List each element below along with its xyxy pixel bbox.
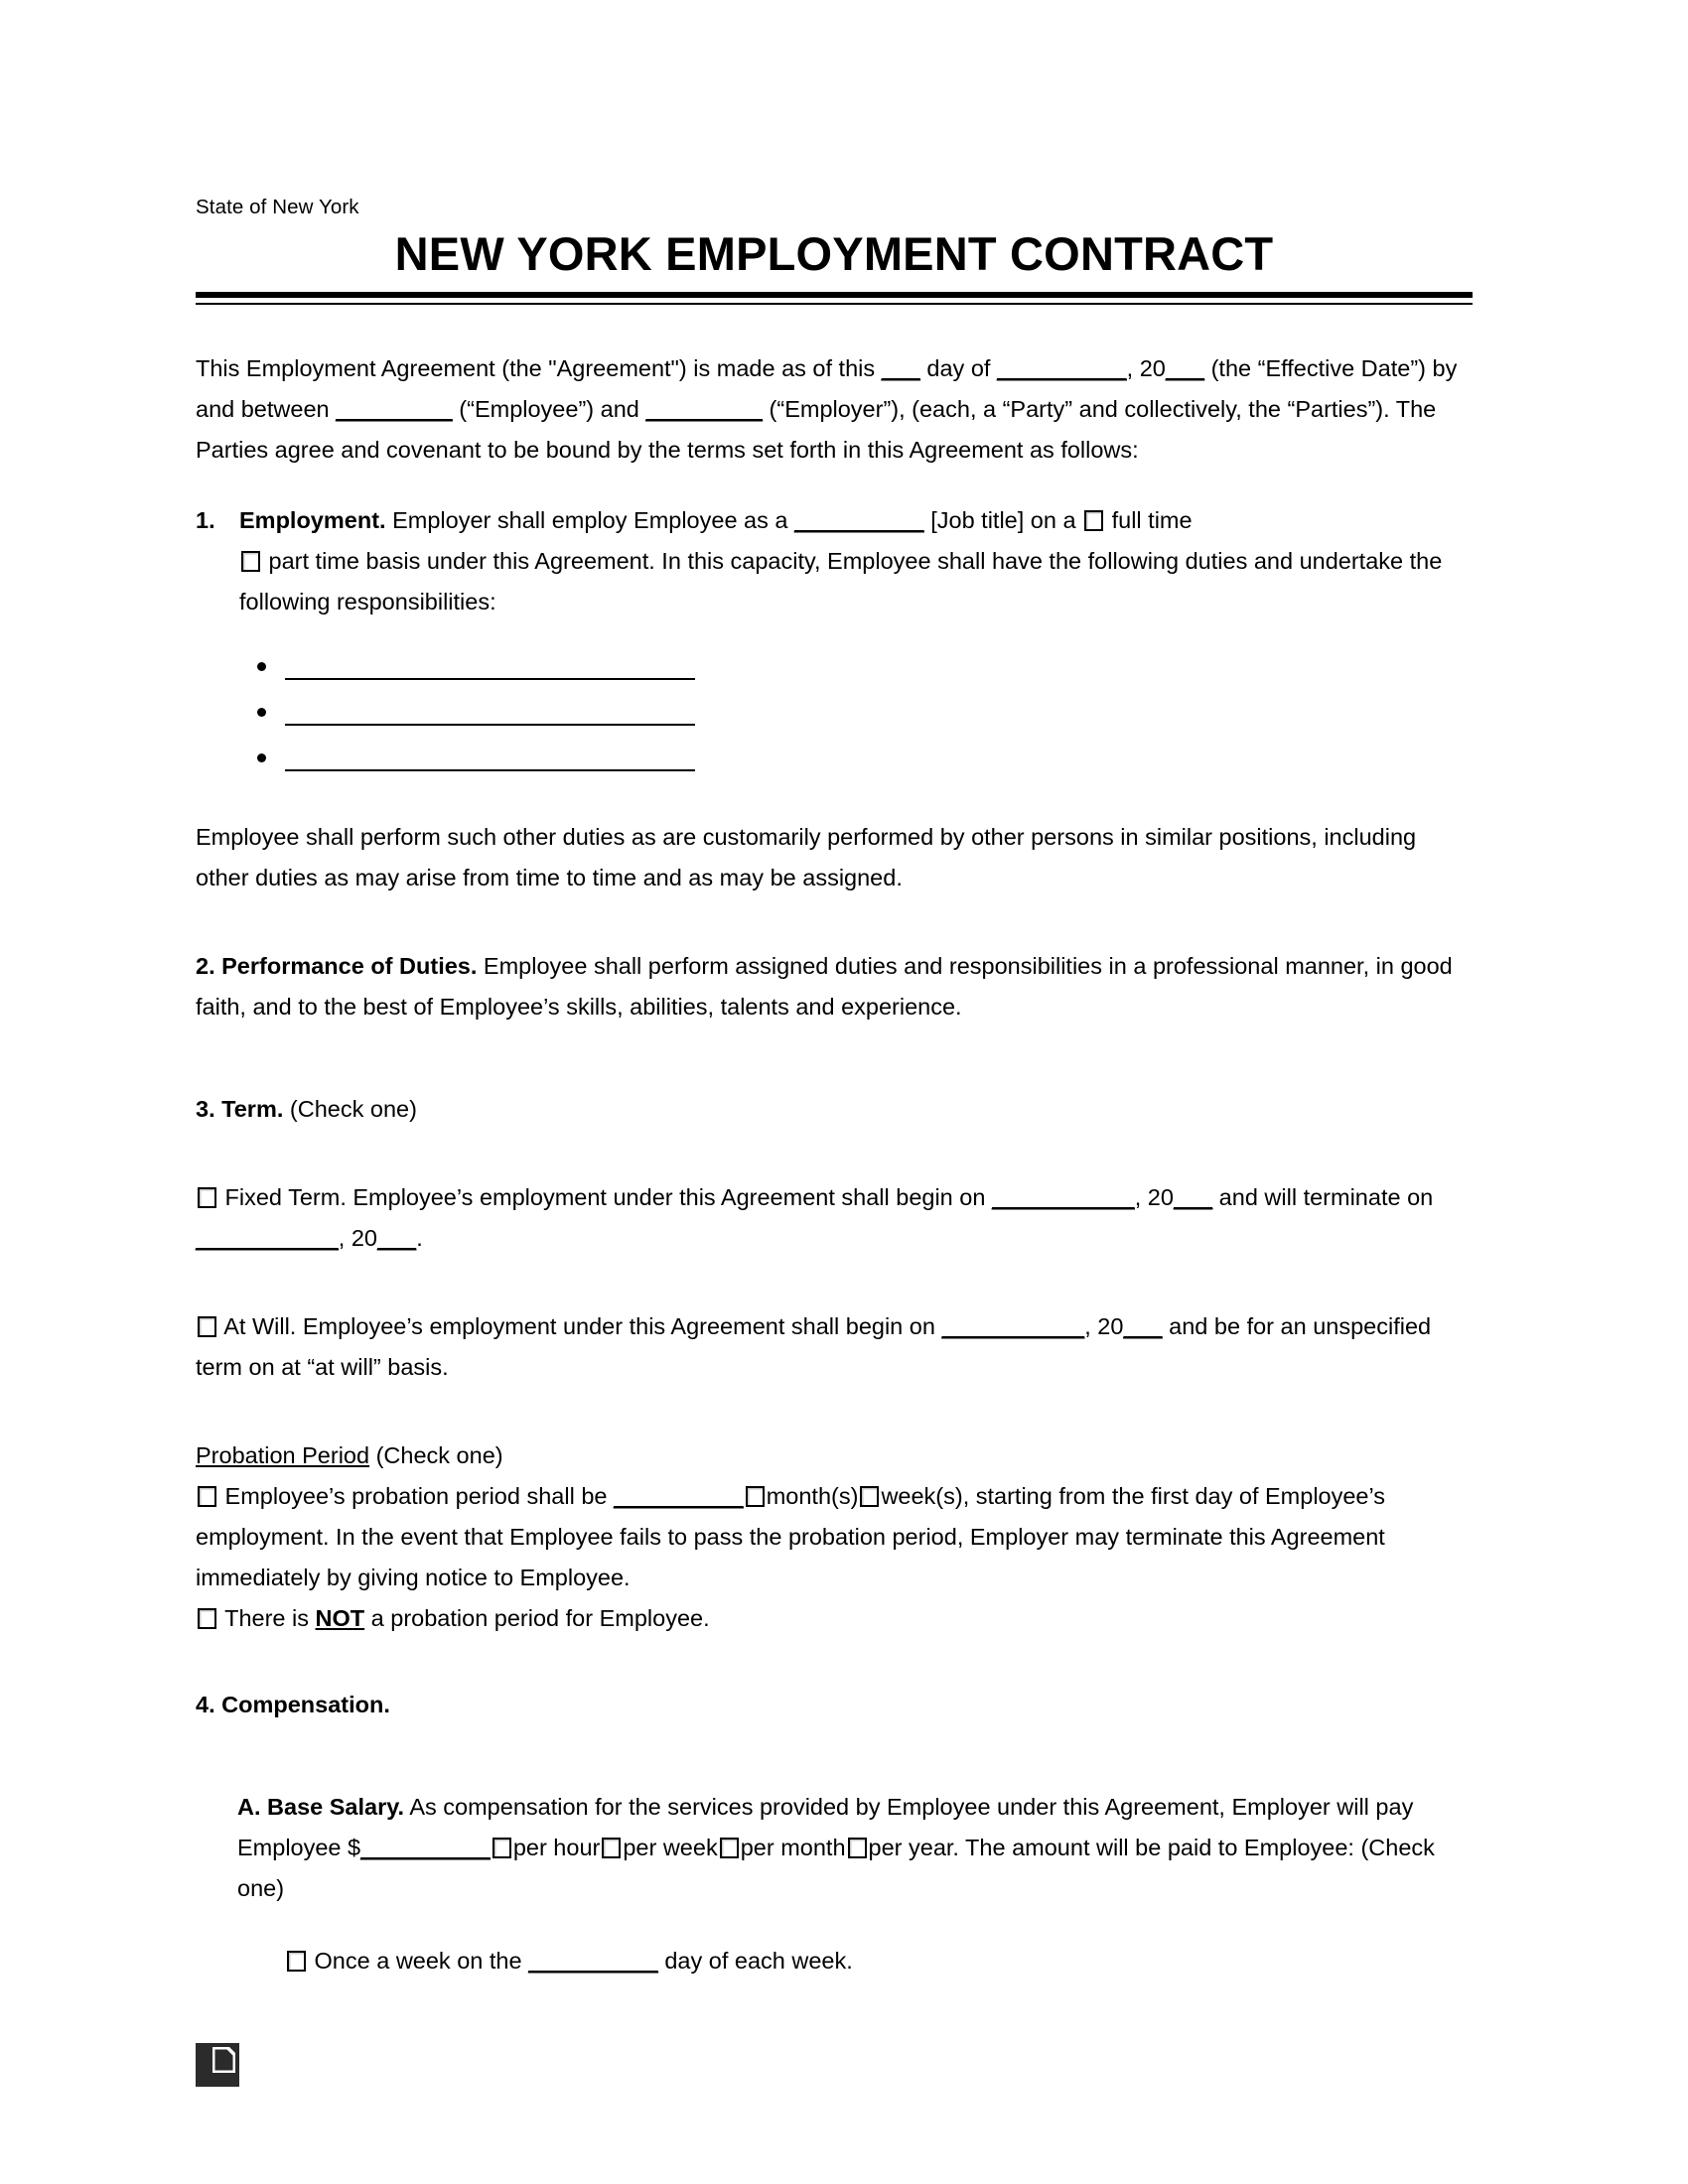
- duty-blank-line-2[interactable]: [285, 698, 695, 726]
- clause-1-text-2: [Job title] on a: [923, 507, 1083, 534]
- at-will-text-3: and be for an unspecified term on at “at will” basis.: [196, 1313, 1432, 1381]
- intro-text-2: day of: [919, 355, 997, 382]
- bullet-icon: [257, 708, 266, 717]
- probation-text-1: Employee’s probation period shall be: [218, 1483, 615, 1510]
- checkbox-at-will[interactable]: [198, 1316, 216, 1337]
- checkbox-full-time[interactable]: [1084, 510, 1103, 531]
- probation-label-weeks: week(s), starting from the first day of Employee’s employment. In the event that Employee fails to pass the probation period, Employer may terminate this Agreement immediately by giving notice to Employee.: [196, 1483, 1386, 1591]
- once-a-week-blank-day[interactable]: __________: [528, 1948, 658, 1975]
- checkbox-fixed-term[interactable]: [198, 1187, 216, 1208]
- spacer: [196, 1160, 1473, 1177]
- probation-no-text-1: There is: [218, 1605, 316, 1632]
- clause-4-compensation-heading: [196, 1685, 1473, 1725]
- clause-1-text: [239, 500, 1473, 622]
- duty-blank-line-1[interactable]: [285, 652, 695, 680]
- base-salary-text-1: As compensation for the services provided by Employee under this Agreement, Employer will pay Employee $: [237, 1794, 1414, 1861]
- once-a-week-text-2: day of each week.: [657, 1948, 853, 1975]
- fixed-term-blank-year-1[interactable]: ___: [1173, 1184, 1213, 1211]
- clause-2-performance-of-duties: [196, 946, 1473, 1027]
- intro-blank-day[interactable]: ___: [881, 355, 920, 382]
- checkbox-probation-no[interactable]: [198, 1608, 216, 1629]
- document-header: [196, 195, 1473, 305]
- option-fixed-term: [196, 1177, 1473, 1259]
- fixed-term-text-4: , 20: [338, 1225, 377, 1252]
- list-item: [285, 698, 1473, 732]
- fixed-term-blank-year-2[interactable]: ___: [376, 1225, 417, 1252]
- intro-blank-employer[interactable]: _________: [645, 396, 764, 423]
- clause-4a-base-salary: [196, 1787, 1473, 1909]
- clause-4-heading: 4. Compensation.: [196, 1692, 390, 1718]
- bullet-icon: [257, 753, 266, 762]
- header-rule-thick: [196, 292, 1473, 298]
- clause-3-term-heading: [196, 1089, 1473, 1130]
- intro-blank-year[interactable]: ___: [1165, 355, 1205, 382]
- at-will-text-2: , 20: [1084, 1313, 1124, 1340]
- fixed-term-text-1: Fixed Term. Employee’s employment under this Agreement shall begin on: [218, 1184, 992, 1211]
- fixed-term-text-3: and will terminate on: [1212, 1184, 1434, 1211]
- intro-blank-employee[interactable]: _________: [336, 396, 453, 423]
- base-salary-label-per-hour: per hour: [512, 1835, 601, 1861]
- other-duties-paragraph: Employee shall perform such other duties as are customarily performed by other persons in similar positions, including other duties as may arise from time to time and as may be assigned.: [196, 824, 1417, 891]
- checkbox-per-year[interactable]: [848, 1838, 867, 1858]
- spacer: [196, 1639, 1473, 1685]
- clause-1-blank-jobtitle[interactable]: __________: [794, 507, 924, 534]
- once-a-week-text-1: Once a week on the: [308, 1948, 529, 1975]
- list-item: [285, 652, 1473, 686]
- probation-no-text-2: a probation period for Employee.: [364, 1605, 710, 1632]
- spacer: [196, 1755, 1473, 1787]
- intro-text-3: , 20: [1126, 355, 1166, 382]
- clause-1-employment: [196, 500, 1473, 622]
- base-salary-heading: A. Base Salary.: [237, 1794, 405, 1821]
- probation-blank-duration[interactable]: __________: [614, 1483, 744, 1510]
- checkbox-probation-yes[interactable]: [198, 1486, 216, 1507]
- intro-text-1: This Employment Agreement (the "Agreement") is made as of this: [196, 355, 882, 382]
- spacer: [196, 1909, 1473, 1941]
- intro-text-6: (“Employer”), (each, a “Party” and collectively, the “Parties”). The Parties agree and covenant to be bound by the terms set forth in this Agreement as follows:: [196, 396, 1437, 464]
- clause-2-heading: 2. Performance of Duties.: [196, 953, 478, 980]
- probation-no-emphasis: NOT: [315, 1605, 365, 1632]
- option-once-a-week: [196, 1941, 1473, 1981]
- probation-period-heading: [196, 1435, 1473, 1476]
- probation-option-yes: [196, 1476, 1473, 1598]
- clause-1-text-1: Employer shall employ Employee as a: [385, 507, 794, 534]
- bullet-icon: [257, 662, 266, 671]
- probation-label-months: month(s): [766, 1483, 859, 1510]
- clause-3-check-one: (Check one): [283, 1096, 417, 1123]
- at-will-text-1: At Will. Employee’s employment under this Agreement shall begin on: [218, 1313, 942, 1340]
- spacer: [196, 1057, 1473, 1089]
- checkbox-per-hour[interactable]: [492, 1838, 511, 1858]
- intro-text-5: (“Employee”) and: [452, 396, 646, 423]
- spacer: [196, 1418, 1473, 1435]
- duties-blank-list: [196, 652, 1473, 777]
- base-salary-label-per-week: per week: [623, 1835, 718, 1861]
- checkbox-probation-months[interactable]: [746, 1486, 765, 1507]
- checkbox-per-month[interactable]: [720, 1838, 739, 1858]
- checkbox-per-week[interactable]: [602, 1838, 621, 1858]
- base-salary-label-per-month: per month: [740, 1835, 846, 1861]
- probation-option-no: [196, 1598, 1473, 1639]
- legal-templates-logo: [196, 2043, 239, 2087]
- fixed-term-blank-end[interactable]: ___________: [196, 1225, 339, 1252]
- duty-blank-line-3[interactable]: [285, 744, 695, 771]
- fixed-term-text-2: , 20: [1134, 1184, 1174, 1211]
- page-title: NEW YORK EMPLOYMENT CONTRACT: [394, 226, 1274, 280]
- base-salary-label-per-year: per year. The amount will be paid to Employee: (Check one): [237, 1835, 1435, 1902]
- intro-text-4: (the “Effective Date”) by and between: [196, 355, 1458, 423]
- clause-1-label-part-time: part time basis under this Agreement. In this capacity, Employee shall have the following duties and undertake the following responsibilities:: [239, 548, 1443, 615]
- spacer: [196, 928, 1473, 946]
- document-body: [196, 348, 1473, 1981]
- fixed-term-text-5: .: [416, 1225, 423, 1252]
- at-will-blank-begin[interactable]: ___________: [941, 1313, 1085, 1340]
- document-content: [196, 195, 1473, 1981]
- state-line: State of New York: [196, 196, 359, 218]
- list-item: [285, 744, 1473, 777]
- clause-1-label-full-time: full time: [1105, 507, 1193, 534]
- checkbox-once-a-week[interactable]: [287, 1951, 306, 1972]
- at-will-blank-year[interactable]: ___: [1123, 1313, 1163, 1340]
- checkbox-probation-weeks[interactable]: [860, 1486, 879, 1507]
- intro-blank-month[interactable]: __________: [996, 355, 1127, 382]
- clause-2-text: Employee shall perform assigned duties and responsibilities in a professional manner, in good faith, and to the best of Employee’s skills, abilities, talents and experience.: [196, 953, 1453, 1021]
- intro-paragraph: [196, 348, 1473, 471]
- probation-check-one: (Check one): [369, 1442, 503, 1469]
- clause-1-number: 1.: [196, 507, 215, 534]
- clause-3-heading: 3. Term.: [196, 1096, 284, 1123]
- option-at-will: [196, 1306, 1473, 1388]
- clause-1-heading: Employment.: [239, 507, 386, 534]
- probation-period-label: Probation Period: [196, 1442, 370, 1469]
- checkbox-part-time[interactable]: [241, 551, 260, 572]
- spacer: [196, 1289, 1473, 1306]
- fixed-term-blank-begin[interactable]: ___________: [991, 1184, 1135, 1211]
- header-rule-thin: [196, 303, 1473, 305]
- base-salary-blank-amount[interactable]: __________: [360, 1835, 491, 1861]
